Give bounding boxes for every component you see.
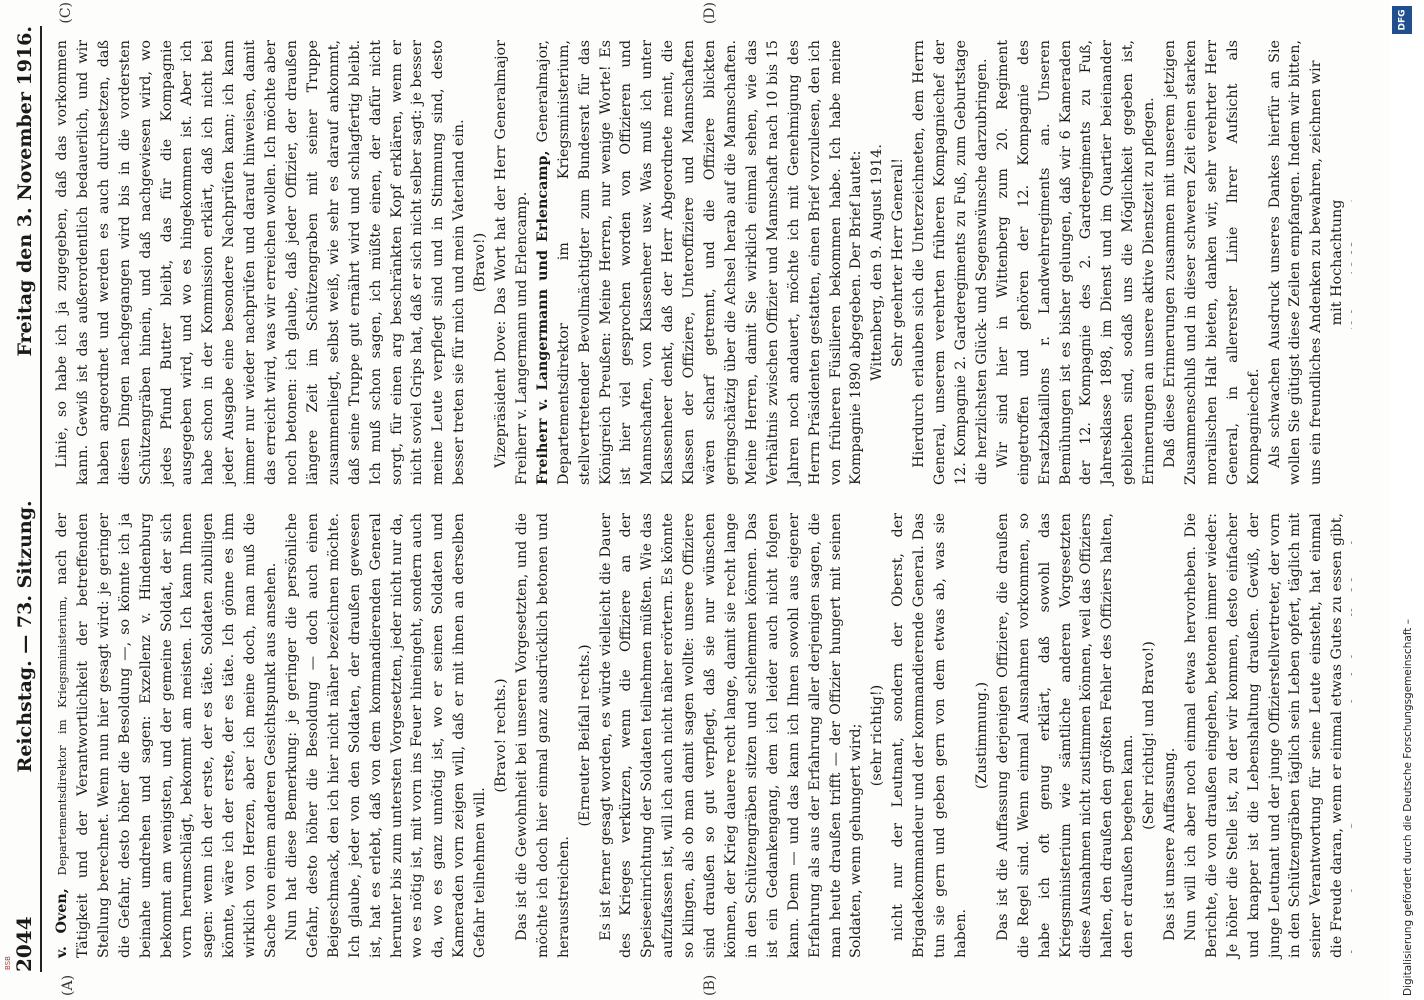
session-date: Freitag den 3. November 1916.	[14, 26, 36, 357]
interjection: (Zustimmung.)	[973, 681, 990, 790]
digitization-credit: Digitalisierung gefördert durch die Deutsche Forschungsgemeinschaft –	[1402, 619, 1414, 996]
paragraph: Das ist die Auffassung derjenigen Offiziere, die draußen die Regel sind. Wenn einmal Ausnahmen vorkommen, so habe ich oft genug erklärt, daß sowohl das Kriegsministerium wie sämtliche anderen Vorgesetzten diese Ausnahmen nicht zustimmen können, weil das Offiziers halten, den draußen den größten Fehler des Offiziers halten, den er draußen begehen kann.	[994, 513, 1137, 958]
paragraph: Das ist unsere Auffassung.	[1162, 747, 1179, 941]
interjection	[1348, 40, 1352, 485]
paragraph: Daß diese Erinnerungen zusammen mit unserem jetzigen Zusammenschluß und in dieser schweren Zeit einen starken moralischen Halt bieten, danken wir, sehr verehrter Herr General, in allererster Linie Ihrer Aufsicht als Kompagniechef.	[1162, 40, 1262, 485]
speaker-name: Freiherr v. Langermann und Erlencamp,	[534, 142, 551, 485]
text-columns	[52, 2, 1352, 996]
paragraph: Als schwachen Ausdruck unseres Dankes hierfür an Sie wollen Sie gütigst diese Zeilen empfangen. Indem wir bitten, uns ein freundliches Andenken zu bewahren, zeichnen wir	[1266, 40, 1325, 485]
interjection: Sehr geehrter Herr General!	[890, 158, 907, 367]
paragraph: nicht nur der Leutnant, sondern der Oberst, der Brigadekommandeur und der kommandierende General. Das tun sie gern und geben gern von dem etwas ab, was sie haben.	[890, 513, 969, 958]
page-header	[12, 26, 42, 972]
interjection: (Sehr richtig! und Bravo!)	[1141, 641, 1158, 830]
left-column	[52, 499, 1352, 972]
margin-letter-d: (D)	[702, 2, 718, 25]
paragraph: Das ist die Gewohnheit bei unseren Vorgesetzten, und die möchte ich doch hier einmal ganz ausdrücklich betonen und herausstreichen.	[513, 513, 572, 958]
digitization-note	[1380, 0, 1424, 1000]
dfg-logo: DFG	[1392, 6, 1412, 34]
paragraph: Freiherr v. Langermann und Erlencamp, Generalmajor, Departementsdirektor im Kriegsministerium, stellvertretender Bevollmächtigter zum Bundesrat für das Königreich Preußen: Meine Herren, nur wenige Worte! Es ist hier viel gesprochen worden von Offizieren und Mannschaften, von Klassenheer usw. Was muß ich unter Klassenheer denkt, daß der Herr Abgeordnete meint, die Klassen der Offiziere, Unteroffiziere und Mannschaften wären scharf getrennt, und die Offiziere blickten geringschätzig über die Achsel herab auf die Mannschaften. Meine Herren, damit Sie wirklich einmal sehen, wie das Verhältnis zwischen Offizier und Mannschaft nach 10 bis 15 Jahren noch andauert, möchte ich mit Genehmigung des Herrn Präsidenten gestatten, einen Brief vorzulesen, den ich von früheren Füsilieren bekommen habe. Ich habe meine Kompagnie 1890 abgegeben. Der Brief lautet:	[534, 40, 865, 485]
paragraph: Wir sind hier in Wittenberg zum 20. Regiment eingetroffen und gehören der 12. Kompagnie des Ersatzbataillons r. Landwehrregiments an. Unseren Bemühungen ist es bisher gelungen, daß wir 6 Kameraden der 12. Kompagnie des 2. Garderegiments zu Fuß, Jahresklasse 1898, im Dienst und im Quartier beieinander geblieben sind, sodaß uns die Möglichkeit gegeben ist, Erinnerungen an unsere aktive Dienstzeit zu pflegen.	[994, 40, 1158, 485]
paragraph: Vizepräsident Dove: Das Wort hat der Herr Generalmajor Freiherr v. Langermann und Erlencamp.	[493, 40, 530, 485]
interjection: (Erneuter Beifall rechts.)	[576, 644, 593, 827]
speaker-name: v. Oven,	[54, 875, 70, 958]
paragraph: Hierdurch erlauben sich die Unterzeichneten, dem Herrn General, unserem verehrten früheren Kompagniechef der 12. Kompagnie 2. Garderegiments zu Fuß, zum Geburtstage die herzlichsten Glück- und Segenswünsche darzubringen.	[911, 40, 990, 485]
interjection: Wittenberg, den 9. August 1914.	[869, 144, 886, 381]
paragraph: Nun will ich aber noch einmal etwas hervorheben. Die Berichte, die von draußen eingehen, betonen immer wieder: Je höher die Stelle ist, zu der wir kommen, desto einfacher und knapper ist die Lebenshaltung draußen. Gewiß, der junge Leutnant und der junge Offizierstellvertreter, der vorn in den Schützengräben täglich sein Leben opfert, täglich mit seiner Verantwortung für seine Leute einsteht, hat einmal die Freude daran, wenn er einmal etwas Gutes zu essen gibt,	[1182, 513, 1346, 958]
page-number: 2044	[12, 916, 36, 972]
margin-letter-b: (B)	[702, 974, 718, 996]
paragraph: Linie, so habe ich ja zugegeben, daß das vorkommen kann. Gewiß ist das außerordentlich bedauerlich, und wir haben angeordnet und werden es auch durchsetzen, daß diesen Dingen nachgegangen wird bis in die vordersten Schützengräben hinein, und daß nachgewiesen wird, wo jedes Pfund Butter bleibt, das für die Kompagnie ausgegeben wird, und wo es hingekommen ist. Aber ich habe schon in der Kommission erklärt, daß ich nicht bei jeder Ausgabe eine besondere Nachprüfen kann; ich kann immer nur wieder nachprüfen und darauf hinweisen, damit das erreicht wird, was wir erreichen wollen. Ich möchte aber noch betonen: ich glaube, daß jeder Offizier, der draußen längere Zeit im Schützengraben mit seiner Truppe zusammenliegt, selbst weiß, wie sehr es darauf ankommt, daß seine Truppe gut ernährt wird und schlagfertig bleibt. Ich muß schon sagen, ich müßte einen, der dafür nicht sorgt, für einen arg beschränkten Kopf erklären, wenn er nicht soviel Grips hat, daß er sich nicht selber sagt: je besser meine Leute verpflegt sind und in Stimmung sind, desto besser treten sie für mich und mein Vaterland ein.	[54, 40, 468, 485]
paragraph: Es ist ferner gesagt worden, es würde vielleicht die Dauer des Krieges verkürzen, wenn die Offiziere an der Speiseeinrichtung der Soldaten teilnehmen müßten. Wie das aufzufassen ist, will ich auch nicht näher erörtern. Es könnte so klingen, als ob man damit sagen wollte: unsere Offiziere sind draußen so gut verpflegt, daß sie nur wünschen können, der Krieg dauere recht lange, damit sie recht lange in den Schützengräben sitzen und schlemmen können. Das ist ein Gedankengang, dem ich leider auch nicht folgen kann. Denn — und das kann ich Ihnen sowohl aus eigener Erfahrung als aus der Erfahrung aller derjenigen sagen, die man heute draußen trifft — der Offizier hungert mit seinen Soldaten, wenn gehungert wird;	[597, 513, 865, 958]
interjection: (Bravo!)	[472, 232, 489, 293]
margin-letter-c: (C)	[58, 2, 74, 24]
interjection: (Bravo! rechts.)	[493, 678, 510, 793]
interjection: (sehr richtig!)	[869, 684, 886, 787]
paragraph: Nun hat diese Bemerkung: je geringer die persönliche Gefahr, desto höher die Besoldung — doch auch einen Beigeschmack, den ich hier nicht näher bezeichnen möchte. Ich glaube, jeder von den Soldaten, der draußen gewesen ist, hat es erlebt, daß von dem kommandierenden General herunter bis zum untersten Vorgesetzten, jeder nicht nur da, wo es nötig ist, mit vorn ins Feuer hineingeht, sondern auch da, wo es ganz unnötig ist, wo er seinen Soldaten und Kameraden vorn zeigen will, daß er mit ihnen an derselben Gefahr teilnehmen will.	[283, 513, 489, 958]
right-column	[52, 26, 1352, 499]
session-title: Reichstag. — 73. Sitzung.	[14, 500, 36, 773]
library-mark: BSB	[4, 956, 12, 970]
speaker-role: Departementsdirektor im Kriegsministerium,	[55, 584, 69, 876]
interjection: mit Hochachtung	[1329, 199, 1346, 326]
margin-letter-a: (A)	[60, 974, 76, 996]
paragraph: v. Oven, Departementsdirektor im Kriegsministerium, nach der Tätigkeit und der Verantwortlichkeit der betreffenden Stellung berechnet. Wenn nun hier gesagt wird: je geringer die Gefahr, desto höher die Besoldung —, so könnte ich ja beinahe umdrehen und sagen: Exzellenz v. Hindenburg bekommt am wenigsten, und der gemeine Soldat, der sich vorn herumschlägt, bekommt am meisten. Ich kann Ihnen sagen: wenn ich der erste, der es täte. Soldaten zubilligen könnte, wäre ich der erste, der es täte. Ich gönne es ihm wirklich von Herzen, aber ich meine doch, man muß die Sache von einem anderen Gesichtspunkt aus ansehen.	[54, 512, 280, 958]
